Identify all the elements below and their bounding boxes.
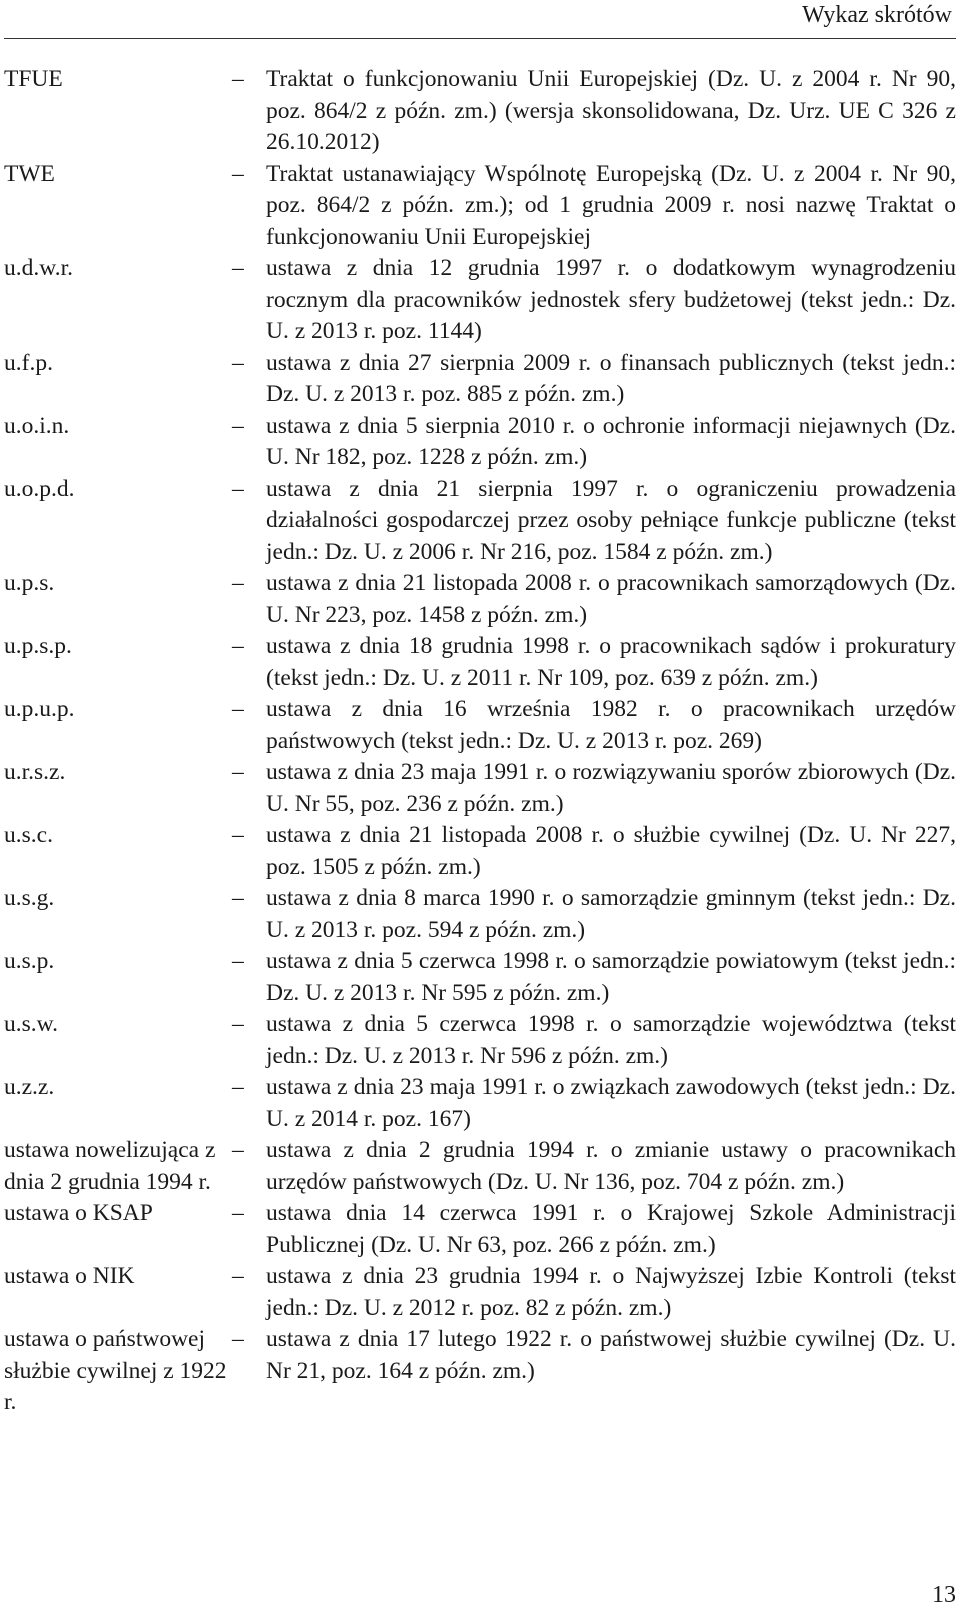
abbreviation-definition: ustawa z dnia 23 grudnia 1994 r. o Najwyższej Izbie Kontroli (tekst jedn.: Dz. U. z 2012 r. poz. 82 z późn. zm.) xyxy=(266,1263,956,1321)
abbreviation-term: u.p.u.p. xyxy=(4,696,75,722)
abbreviation-term: u.r.s.z. xyxy=(4,759,66,785)
abbreviation-term: u.p.s.p. xyxy=(4,633,72,659)
abbreviation-entry xyxy=(4,1072,956,1135)
abbreviation-entry xyxy=(4,159,956,254)
abbreviation-term: u.o.p.d. xyxy=(4,475,75,502)
abbreviation-definition: ustawa z dnia 21 sierpnia 1997 r. o ograniczeniu prowadzenia działalności gospodarczej przez osoby pełniące funkcje publiczne (tekst jedn.: Dz. U. z 2006 r. Nr 216, poz. 1584 z późn. zm.) xyxy=(266,475,956,565)
abbreviation-entry xyxy=(4,631,956,694)
abbreviation-entry xyxy=(4,1009,956,1072)
abbreviation-term: ustawa nowelizująca z dnia 2 grudnia 1994 r. xyxy=(4,1137,216,1195)
abbreviation-term: u.p.s. xyxy=(4,570,55,596)
abbreviation-definition: ustawa z dnia 27 sierpnia 2009 r. o finansach publicznych (tekst jedn.: Dz. U. z 2013 r. poz. 885 z późn. zm.) xyxy=(266,349,956,407)
entry-dash: – xyxy=(232,1137,244,1163)
entry-dash: – xyxy=(232,66,244,92)
abbreviation-term: TWE xyxy=(4,160,55,187)
entry-dash: – xyxy=(232,696,244,722)
entry-dash: – xyxy=(232,822,244,848)
abbreviation-definition: ustawa z dnia 12 grudnia 1997 r. o dodatkowym wynagrodzeniu rocznym dla pracowników jednostek sfery budżetowej (tekst jedn.: Dz. U. z 2013 r. poz. 1144) xyxy=(266,255,956,344)
abbreviation-entry xyxy=(4,568,956,631)
abbreviation-term: TFUE xyxy=(4,66,63,92)
entry-dash: – xyxy=(232,570,244,596)
abbreviation-entry xyxy=(4,757,956,820)
abbreviation-entry xyxy=(4,474,956,569)
abbreviation-term: u.s.p. xyxy=(4,948,55,974)
entry-dash: – xyxy=(232,1074,244,1100)
entry-dash: – xyxy=(232,759,244,785)
abbreviation-term: u.s.g. xyxy=(4,885,55,911)
entry-dash: – xyxy=(232,255,244,281)
abbreviation-term: ustawa o KSAP xyxy=(4,1200,153,1226)
abbreviation-definition: ustawa z dnia 18 grudnia 1998 r. o pracownikach sądów i prokuratury (tekst jedn.: Dz. U. z 2011 r. Nr 109, poz. 639 z późn. zm.) xyxy=(266,633,956,691)
abbreviation-definition: ustawa z dnia 23 maja 1991 r. o rozwiązywaniu sporów zbiorowych (Dz. U. Nr 55, poz. 236 z późn. zm.) xyxy=(266,759,956,817)
entry-dash: – xyxy=(232,633,244,659)
abbreviation-definition: ustawa z dnia 2 grudnia 1994 r. o zmianie ustawy o pracownikach urzędów państwowych (Dz. U. Nr 136, poz. 704 z późn. zm.) xyxy=(266,1137,956,1195)
abbreviation-term: u.z.z. xyxy=(4,1074,55,1100)
abbreviation-definition: ustawa z dnia 8 marca 1990 r. o samorządzie gminnym (tekst jedn.: Dz. U. z 2013 r. poz. 594 z późn. zm.) xyxy=(266,885,956,943)
abbreviation-entry xyxy=(4,1324,956,1419)
abbreviation-definition: Traktat ustanawiający Wspólnotę Europejską (Dz. U. z 2004 r. Nr 90, poz. 864/2 z późn. zm.); od 1 grudnia 2009 r. nosi nazwę Traktat o funkcjonowaniu Unii Europejskiej xyxy=(266,160,956,250)
abbreviation-term: u.o.i.n. xyxy=(4,412,70,439)
entry-dash: – xyxy=(232,412,244,439)
entry-dash: – xyxy=(232,160,244,187)
abbreviation-term: u.s.w. xyxy=(4,1011,58,1037)
abbreviation-entry xyxy=(4,64,956,159)
abbreviation-entry xyxy=(4,883,956,946)
abbreviation-list xyxy=(4,64,956,1419)
abbreviation-term: u.s.c. xyxy=(4,822,53,848)
abbreviation-definition: ustawa z dnia 17 lutego 1922 r. o państwowej służbie cywilnej (Dz. U. Nr 21, poz. 164 z późn. zm.) xyxy=(266,1326,956,1384)
abbreviation-term: u.d.w.r. xyxy=(4,255,73,281)
abbreviation-term: u.f.p. xyxy=(4,349,53,376)
abbreviation-definition: ustawa z dnia 23 maja 1991 r. o związkach zawodowych (tekst jedn.: Dz. U. z 2014 r. poz. 167) xyxy=(266,1074,956,1132)
abbreviation-definition: Traktat o funkcjonowaniu Unii Europejskiej (Dz. U. z 2004 r. Nr 90, poz. 864/2 z późn. zm.) (wersja skonsolidowana, Dz. Urz. UE C 326 z 26.10.2012) xyxy=(266,66,956,155)
entry-dash: – xyxy=(232,885,244,911)
abbreviation-definition: ustawa z dnia 16 września 1982 r. o pracownikach urzędów państwowych (tekst jedn.: Dz. U. z 2013 r. poz. 269) xyxy=(266,696,956,754)
entry-dash: – xyxy=(232,475,244,502)
abbreviation-entry xyxy=(4,411,956,474)
abbreviation-definition: ustawa z dnia 5 czerwca 1998 r. o samorządzie powiatowym (tekst jedn.: Dz. U. z 2013 r. Nr 595 z późn. zm.) xyxy=(266,948,956,1006)
abbreviation-entry xyxy=(4,1198,956,1261)
page-number: 13 xyxy=(932,1582,956,1608)
entry-dash: – xyxy=(232,1011,244,1037)
entry-dash: – xyxy=(232,1263,244,1289)
entry-dash: – xyxy=(232,1200,244,1226)
running-head-title: Wykaz skrótów xyxy=(802,2,952,28)
abbreviation-definition: ustawa z dnia 21 listopada 2008 r. o pracownikach samorządowych (Dz. U. Nr 223, poz. 1458 z późn. zm.) xyxy=(266,570,956,628)
abbreviation-term: ustawa o NIK xyxy=(4,1263,135,1289)
abbreviation-term: ustawa o państwowej służbie cywilnej z 1922 r. xyxy=(4,1326,227,1415)
header-rule xyxy=(4,38,956,39)
abbreviation-definition: ustawa z dnia 5 sierpnia 2010 r. o ochronie informacji niejawnych (Dz. U. Nr 182, poz. 1228 z późn. zm.) xyxy=(266,412,956,470)
abbreviation-definition: ustawa dnia 14 czerwca 1991 r. o Krajowej Szkole Administracji Publicznej (Dz. U. Nr 63, poz. 266 z późn. zm.) xyxy=(266,1200,956,1258)
abbreviation-entry xyxy=(4,946,956,1009)
abbreviation-entry xyxy=(4,1135,956,1198)
entry-dash: – xyxy=(232,349,244,376)
entry-dash: – xyxy=(232,948,244,974)
abbreviation-definition: ustawa z dnia 5 czerwca 1998 r. o samorządzie województwa (tekst jedn.: Dz. U. z 2013 r. Nr 596 z późn. zm.) xyxy=(266,1011,956,1069)
abbreviation-entry xyxy=(4,253,956,348)
abbreviation-entry xyxy=(4,694,956,757)
abbreviation-entry xyxy=(4,820,956,883)
abbreviation-entry xyxy=(4,348,956,411)
abbreviation-entry xyxy=(4,1261,956,1324)
abbreviation-definition: ustawa z dnia 21 listopada 2008 r. o służbie cywilnej (Dz. U. Nr 227, poz. 1505 z późn. zm.) xyxy=(266,822,956,880)
entry-dash: – xyxy=(232,1326,244,1352)
